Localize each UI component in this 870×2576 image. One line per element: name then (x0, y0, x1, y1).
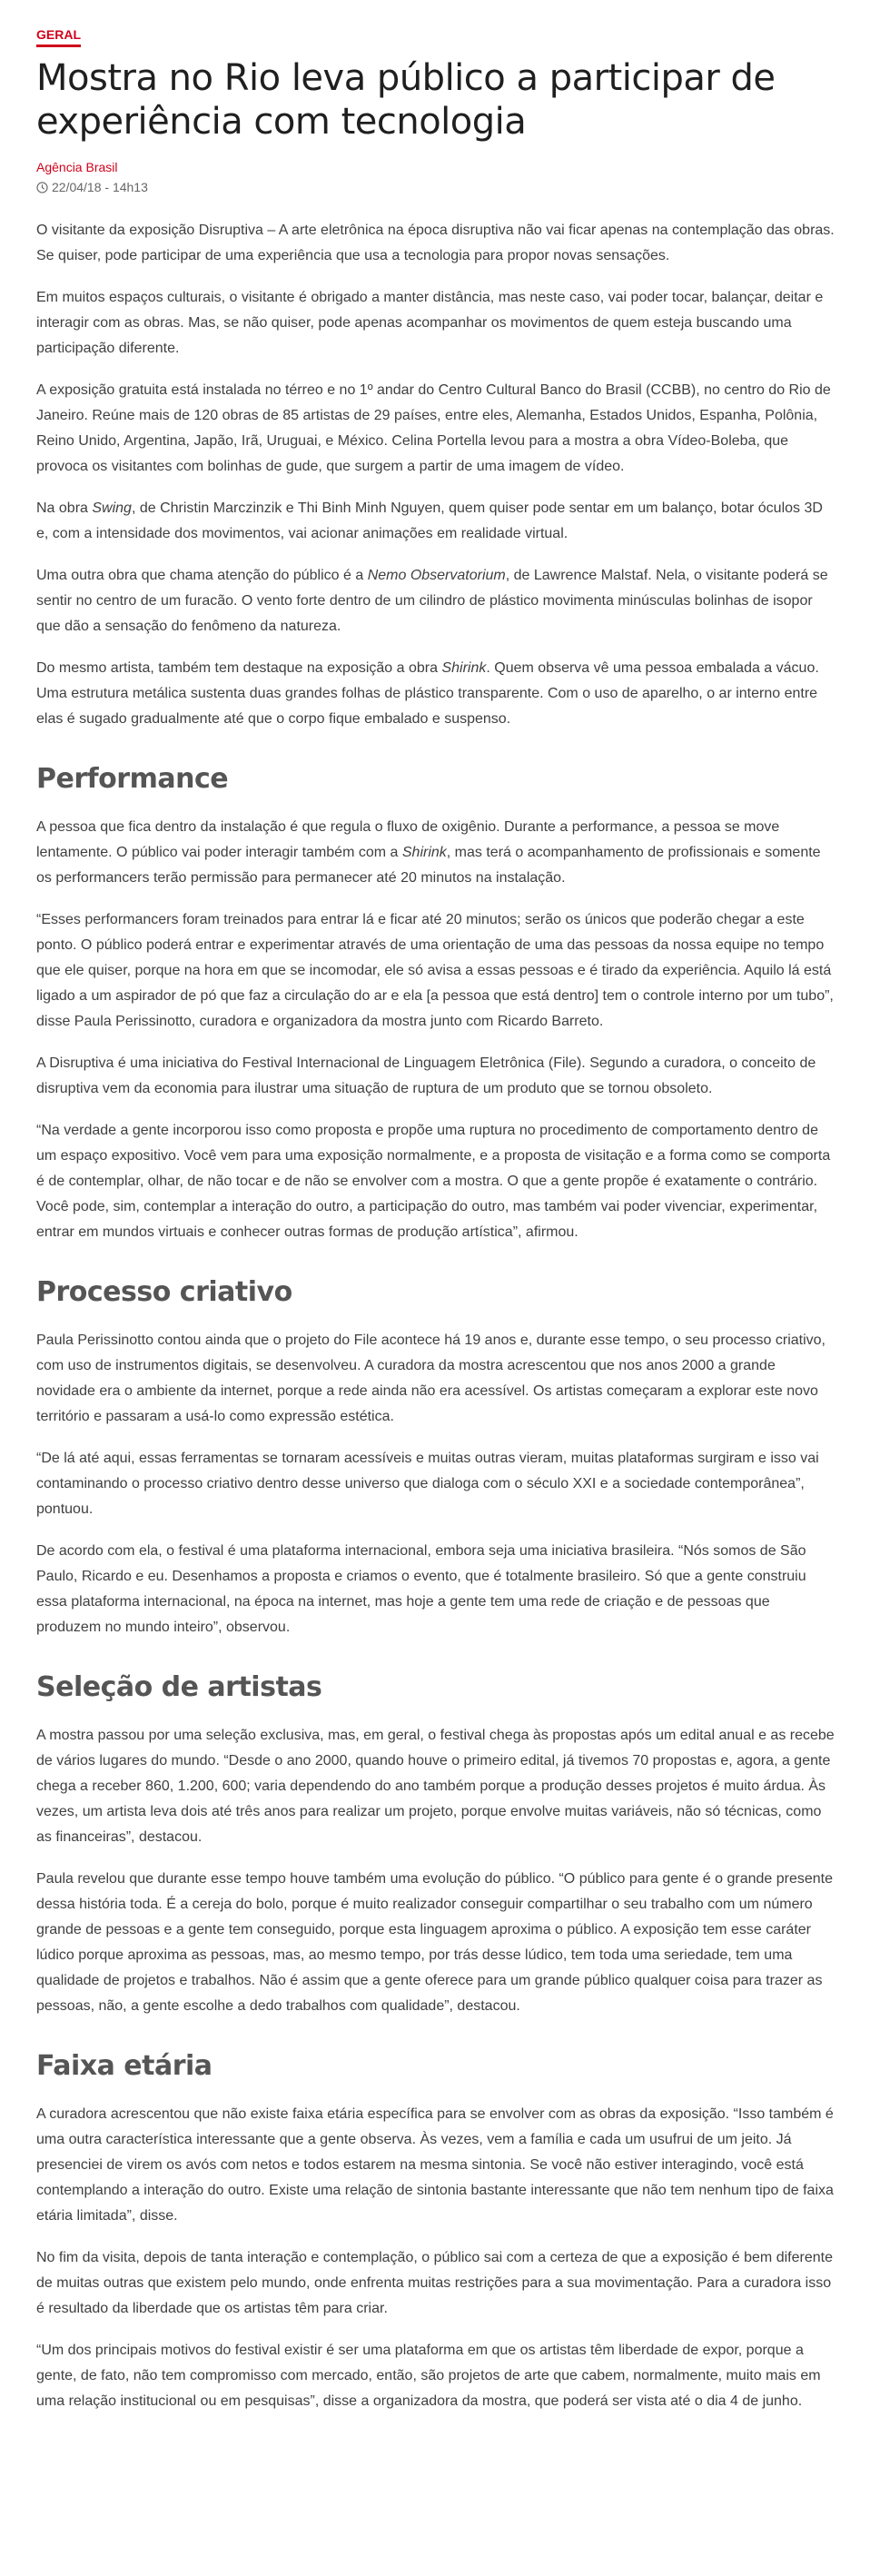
paragraph: Em muitos espaços culturais, o visitante é obrigado a manter distância, mas neste caso, vai poder tocar, balançar, deitar e interagir com as obras. Mas, se não quiser, pode apenas acompanhar os movimentos de quem esteja buscando uma participação diferente. (36, 290, 824, 356)
publish-datetime: 22/04/18 - 14h13 (52, 180, 148, 194)
artwork-title: Shirink (441, 660, 487, 676)
paragraph: “De lá até aqui, essas ferramentas se tornaram acessíveis e muitas outras vieram, muitas plataformas surgiram e isso vai contaminando o processo criativo dentro desse universo que dialoga com o século XXI e a sociedade contemporânea”, pontuou. (36, 1451, 819, 1517)
category-link[interactable]: GERAL (36, 27, 81, 47)
paragraph: A exposição gratuita está instalada no térreo e no 1º andar do Centro Cultural Banco do Brasil (CCBB), no centro do Rio de Janeiro. Reúne mais de 120 obras de 85 artistas de 29 países, entre eles, Alemanha, Estados Unidos, Espanha, Polônia, Reino Unido, Argentina, Japão, Irã, Uruguai, e México. Celina Portella levou para a mostra a obra Vídeo-Boleba, que provoca os visitantes com bolinhas de gude, que surgem a partir de uma imagem de vídeo. (36, 382, 831, 474)
paragraph: A Disruptiva é uma iniciativa do Festival Internacional de Linguagem Eletrônica (File). Segundo a curadora, o conceito de disruptiva vem da economia para ilustrar uma situação de ruptura de um produto que se tornou obsoleto. (36, 1055, 816, 1096)
source-link[interactable]: Agência Brasil (36, 160, 118, 174)
dateline (36, 180, 835, 194)
artwork-title: Shirink (401, 845, 447, 860)
paragraph: A curadora acrescentou que não existe faixa etária específica para se envolver com as obras da exposição. “Isso também é uma outra característica interessante que a gente observa. Às vezes, vem a família e cada um usufrui de um jeito. Já presenciei de virem os avós com netos e todos estarem na mesma sintonia. Se você não estiver interagindo, você está contemplando a interação do outro. Existe uma relação de sintonia bastante interessante que não tem nenhum tipo de faixa etária limitada”, disse. (36, 2106, 834, 2224)
section-heading: Seleção de artistas (36, 1671, 322, 1703)
paragraph: “Na verdade a gente incorporou isso como proposta e propõe uma ruptura no procedimento de comportamento dentro de um espaço expositivo. Você vem para uma exposição normalmente, e a proposta de visitação e a forma como se comporta é de contemplar, olhar, de não tocar e de não se envolver com a mostra. O que a gente propõe é exatamente o contrário. Você pode, sim, contemplar a interação do outro, a participação do outro, mas também vai poder vivenciar, experimentar, entrar em mundos virtuais e conhecer outras formas de produção artística”, afirmou. (36, 1123, 831, 1240)
clock-icon (36, 182, 48, 193)
article-title: Mostra no Rio leva público a participar de experiência com tecnologia (36, 57, 776, 143)
article-body (36, 218, 835, 2414)
paragraph: No fim da visita, depois de tanta interação e contemplação, o público sai com a certeza de que a exposição é bem diferente de muitas outras que existem pelo mundo, onde enfrenta muitas restrições para a sua movimentação. Para a curadora isso é resultado da liberdade que os artistas têm para criar. (36, 2250, 833, 2316)
paragraph: Paula revelou que durante esse tempo houve também uma evolução do público. “O público para gente é o grande presente dessa história toda. É a cereja do bolo, porque é muito realizador conseguir compartilhar o seu trabalho com um número grande de pessoas e a gente tem conseguido, porque esta linguagem aproxima o público. A exposição tem esse caráter lúdico porque aproxima as pessoas, mas, ao mesmo tempo, por trás desse lúdico, tem toda uma seriedade, tem uma qualidade de projetos e trabalhos. Não é assim que a gente oferece para um grande público qualquer coisa para trazer as pessoas, não, a gente escolhe a dedo trabalhos com qualidade”, destacou. (36, 1871, 834, 2014)
section-heading: Faixa etária (36, 2050, 213, 2082)
paragraph: A pessoa que fica dentro da instalação é que regula o fluxo de oxigênio. Durante a performance, a pessoa se move lentamente. O público vai poder interagir também com a Shirink, mas terá o acompanhamento de profissionais e somente os performancers terão permissão para permanecer até 20 minutos na instalação. (36, 819, 821, 886)
paragraph: O visitante da exposição Disruptiva – A arte eletrônica na época disruptiva não vai ficar apenas na contemplação das obras. Se quiser, pode participar de uma experiência que usa a tecnologia para propor novas sensações. (36, 223, 835, 263)
section-heading: Performance (36, 763, 229, 795)
paragraph: “Um dos principais motivos do festival existir é ser uma plataforma em que os artistas têm liberdade de expor, porque a gente, de fato, não tem compromisso com mercado, então, são projetos de arte que cabem, normalmente, muito mais em uma relação institucional ou em pesquisas”, disse a organizadora da mostra, que poderá ser vista até o dia 4 de junho. (36, 2343, 821, 2409)
paragraph: Do mesmo artista, também tem destaque na exposição a obra Shirink. Quem observa vê uma pessoa embalada a vácuo. Uma estrutura metálica sustenta duas grandes folhas de plástico transparente. Com o uso de aparelho, o ar interno entre elas é sugado gradualmente até que o corpo fique embalado e suspenso. (36, 660, 819, 727)
paragraph: De acordo com ela, o festival é uma plataforma internacional, embora seja uma iniciativa brasileira. “Nós somos de São Paulo, Ricardo e eu. Desenhamos a proposta e criamos o evento, que é totalmente brasileiro. Só que a gente construiu essa plataforma internacional, na época na internet, mas hoje a gente tem uma rede de criação e de pessoas que produzem no mundo inteiro”, observou. (36, 1543, 806, 1635)
artwork-title: Swing (92, 500, 132, 516)
artwork-title: Nemo Observatorium (367, 568, 506, 583)
paragraph: Uma outra obra que chama atenção do público é a Nemo Observatorium, de Lawrence Malstaf. Nela, o visitante poderá se sentir no centro de um furacão. O vento forte dentro de um cilindro de plástico movimenta minúsculas bolinhas de isopor que dão a sensação do fenômeno da natureza. (36, 568, 828, 634)
paragraph: Paula Perissinotto contou ainda que o projeto do File acontece há 19 anos e, durante esse tempo, o seu processo criativo, com uso de instrumentos digitais, se desenvolveu. A curadora da mostra acrescentou que nos anos 2000 a grande novidade era o ambiente da internet, porque a rede ainda não era acessível. Os artistas começaram a explorar este novo território e passaram a usá-lo como expressão estética. (36, 1333, 826, 1424)
section-heading: Processo criativo (36, 1276, 292, 1308)
paragraph: Na obra Swing, de Christin Marczinzik e Thi Binh Minh Nguyen, quem quiser pode sentar em um balanço, botar óculos 3D e, com a intensidade dos movimentos, vai acionar animações em realidade virtual. (36, 500, 823, 541)
paragraph: A mostra passou por uma seleção exclusiva, mas, em geral, o festival chega às propostas após um edital anual e as recebe de vários lugares do mundo. “Desde o ano 2000, quando houve o primeiro edital, já tivemos 70 propostas e, agora, a gente chega a receber 860, 1.200, 600; varia dependendo do ano também porque a produção desses projetos é muito árdua. Às vezes, um artista leva dois até três anos para realizar um projeto, porque envolve muitas variáveis, não só técnicas, como as financeiras”, destacou. (36, 1728, 835, 1845)
paragraph: “Esses performancers foram treinados para entrar lá e ficar até 20 minutos; serão os únicos que poderão chegar a este ponto. O público poderá entrar e experimentar através de uma orientação de uma das pessoas da nossa equipe no tempo que ele quiser, porque na hora em que se incomodar, ele só avisa a essas pessoas e é tirado da experiência. Aquilo lá está ligado a um aspirador de pó que faz a circulação do ar e ela [a pessoa que está dentro] tem o controle interno por um tubo”, disse Paula Perissinotto, curadora e organizadora da mostra junto com Ricardo Barreto. (36, 912, 834, 1029)
